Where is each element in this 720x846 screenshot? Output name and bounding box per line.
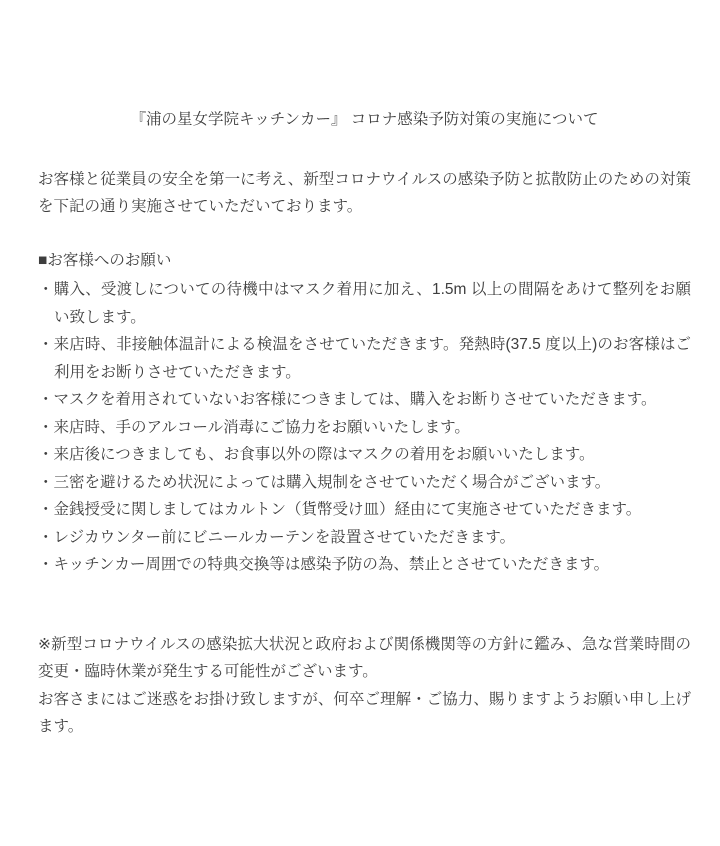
request-list-item: ・三密を避けるため状況によっては購入規制をさせていただく場合がございます。 — [38, 473, 611, 491]
document-title: 『浦の星女学院キッチンカー』 コロナ感染予防対策の実施について — [130, 111, 599, 128]
request-list-item: ・金銭授受に関しましてはカルトン（貨幣受け皿）経由にて実施させていただきます。 — [38, 501, 642, 518]
note-paragraph: ※新型コロナウイルスの感染拡大状況と政府および関係機関等の方針に鑑み、急な営業時間の変更・臨時休業が発生する可能性がございます。 — [38, 635, 691, 680]
intro-paragraph: お客様と従業員の安全を第一に考え、新型コロナウイルスの感染予防と拡散防止のための対策を下記の通り実施させていただいております。 — [38, 170, 691, 215]
footer-notes — [38, 631, 691, 741]
request-list-item: ・来店後につきましても、お食事以外の際はマスクの着用をお願いいたします。 — [38, 446, 595, 463]
request-list-item: ・来店時、非接触体温計による検温をさせていただきます。発熱時(37.5 度以上)のお客様はご利用をお断りさせていただきます。 — [38, 336, 691, 381]
note-paragraph: お客さまにはご迷惑をお掛け致しますが、何卒ご理解・ご協力、賜りますようお願い申し上げます。 — [38, 690, 691, 735]
customer-requests-heading: ■お客様へのお願い — [38, 251, 172, 269]
customer-request-list — [38, 276, 691, 579]
request-list-item: ・レジカウンター前にビニールカーテンを設置させていただきます。 — [38, 528, 516, 546]
request-list-item: ・購入、受渡しについての待機中はマスク着用に加え、1.5m 以上の間隔をあけて整列をお願い致します。 — [38, 281, 691, 326]
request-list-item: ・マスクを着用されていないお客様につきましては、購入をお断りさせていただきます。 — [38, 391, 657, 408]
request-list-item: ・キッチンカー周囲での特典交換等は感染予防の為、禁止とさせていただきます。 — [38, 556, 610, 573]
request-list-item: ・来店時、手のアルコール消毒にご協力をお願いいたします。 — [38, 418, 470, 436]
